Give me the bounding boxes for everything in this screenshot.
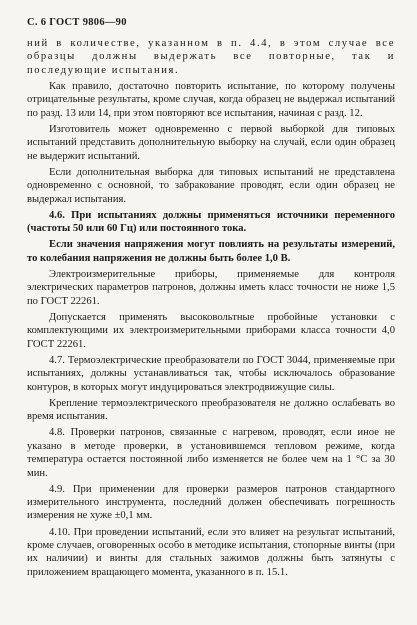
- paragraph-4-6: 4.6. При испытаниях должны применяться источники переменного (частоты 50 или 60 Гц) или постоянного тока.: [27, 209, 395, 235]
- standard-number: 9806—90: [82, 17, 127, 28]
- page-header: [27, 17, 127, 28]
- paragraph-extra-sample: Изготовитель может одновременно с первой выборкой для типовых испытаний представить дополнительную выборку на случай, если один образец не выдержит испытаний.: [27, 123, 395, 162]
- paragraph-4-7: 4.7. Термоэлектрические преобразователи по ГОСТ 3044, применяемые при испытаниях, должны устанавливаться так, чтобы исключалось образование контуров, в которых могут индуцироваться электродвижущие силы.: [27, 354, 395, 393]
- standard-label: ГОСТ: [49, 17, 80, 28]
- paragraph-high-voltage: Допускается применять высоковольтные пробойные установки с комплектующими их электроизмерительными приборами класса точности 4,0 ГОСТ 22261.: [27, 311, 395, 350]
- page-number: С. 6: [27, 17, 47, 28]
- paragraph-continuation: ний в количестве, указанном в п. 4.4, в этом случае все образцы должны выдержать все повторные, так и последующие испытания.: [27, 38, 395, 76]
- paragraph-repeat-test: Как правило, достаточно повторить испытание, по которому получены отрицательные результаты, кроме случая, когда образец не выдержал испытаний по разд. 13 или 14, при этом повторяют все испытания, начиная с разд. 12.: [27, 80, 395, 119]
- paragraph-voltage: Если значения напряжения могут повлиять на результаты измерений, то колебания напряжения не должны быть более 1,0 В.: [27, 239, 395, 264]
- paragraph-instruments: Электроизмерительные приборы, применяемые для контроля электрических параметров патронов, должны иметь класс точности не ниже 1,5 по ГОСТ 22261.: [27, 268, 395, 307]
- paragraph-4-9: 4.9. При применении для проверки размеров патронов стандартного измерительного инструмента, последний должен обеспечивать погрешность измерения не хуже ±0,1 мм.: [27, 483, 395, 522]
- body-text: [27, 37, 395, 579]
- paragraph-fastening: Крепление термоэлектрического преобразователя не должно ослабевать во время испытания.: [27, 397, 395, 423]
- paragraph-rejection: Если дополнительная выборка для типовых испытаний не представлена одновременно с основной, то забракование проводят, если один образец не выдержал испытания.: [27, 166, 395, 205]
- paragraph-4-8: 4.8. Проверки патронов, связанные с нагревом, проводят, если иное не указано в методе проверки, в установившемся тепловом режиме, когда температура остается постоянной либо изменяется не более чем на 1 °С за 30 мин.: [27, 427, 395, 479]
- paragraph-4-10: 4.10. При проведении испытаний, если это влияет на результат испытаний, кроме случаев, оговоренных особо в методике испытания, стопорные винты (при их наличии) и винты для стальных зажимов должны быть затянуты с приложением вращающего момента, указанного в п. 15.1.: [27, 526, 395, 578]
